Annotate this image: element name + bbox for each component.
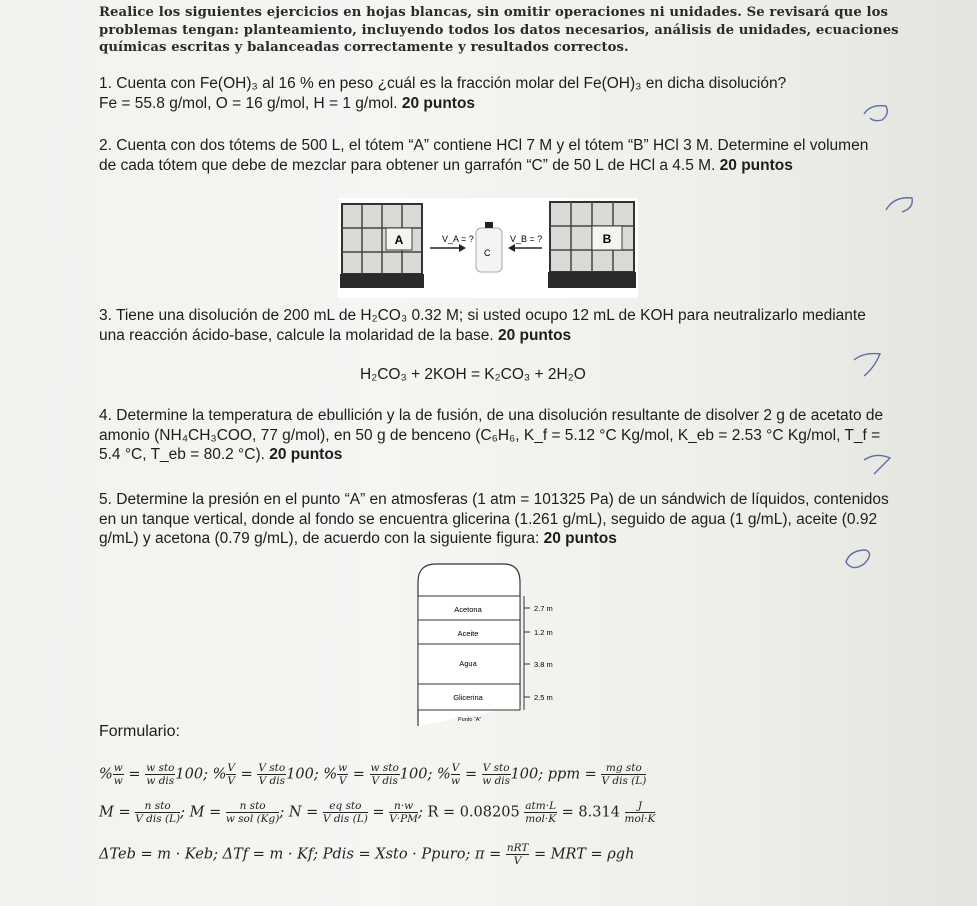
height-agua: 3.8 m	[534, 660, 553, 669]
question-1-number: 1.	[99, 75, 112, 92]
formula-line-2: M = $\frac{\text{n sto}}{\text{V dis (L)}}$ ; M = $\frac{\text{n sto}}{\text{w sol (Kg)}}$ ; N = $\frac{\text{eq sto}}{\text{V dis (L)}}$ = $\frac{n\cdot w}{V\cdot PM}$ ; R = 0.08205 $\frac{\text{atm·L}}{\text{mol·K}}$ = 8.314 $\frac{J}{\text{mol·K}}$	[99, 800, 656, 825]
question-1	[99, 74, 889, 113]
question-1-text: Cuenta con Fe(OH)₃ al 16 % en peso ¿cuál es la fracción molar del Fe(OH)₃ en dicha disolución?	[116, 75, 787, 92]
layer-aceite-label: Aceite	[457, 629, 479, 638]
height-glicerina: 2.5 m	[534, 693, 553, 702]
formulario-title: Formulario:	[99, 723, 180, 740]
question-3-number: 3.	[99, 307, 112, 324]
question-2-number: 2.	[99, 137, 112, 154]
garrafon-c-image	[476, 222, 502, 272]
question-2-points: 20 puntos	[719, 156, 793, 174]
instructions-text: Realice los siguientes ejercicios en hojas blancas, sin omitir operaciones ni unidades. Se revisará que los problemas tengan: planteamiento, incluyendo todos los datos necesarios, análisis de unidades, ecuaciones químicas escritas y balanceadas correctamente y resultados correctos.	[99, 5, 899, 55]
question-3-text: Tiene una disolución de 200 mL de H₂CO₃ 0.32 M; si usted ocupo 12 mL de KOH para neutralizarlo mediante una reacción ácido-base, calcule la molaridad de la base.	[99, 307, 866, 344]
question-2-text: Cuenta con dos tótems de 500 L, el tótem “A” contiene HCl 7 M y el tótem “B” HCl 3 M. Determine el volumen de cada tótem que debe de mezclar para obtener un garrafón “C” de 50 L de HCl a 4.5 M.	[99, 137, 869, 174]
tote-b-label: B	[602, 232, 612, 246]
pen-mark-2	[880, 192, 920, 222]
question-4-number: 4.	[99, 407, 112, 424]
pen-mark-5	[840, 544, 880, 576]
formula-line-3: ΔTeb = m · Keb; ΔTf = m · Kf; Pdis = Xsto · Ppuro; π = $\frac{\text{nRT}}{V}$ = MRT = ρgh	[99, 842, 635, 867]
question-5-points: 20 puntos	[543, 530, 617, 547]
layer-agua-label: Agua	[459, 659, 477, 668]
layer-glicerina-label: Glicerina	[453, 693, 483, 702]
point-a-label: Punto “A”	[458, 717, 482, 723]
question-4	[99, 406, 889, 465]
height-acetona: 2.7 m	[534, 604, 553, 613]
layer-acetona-label: Acetona	[454, 605, 482, 614]
question-4-text: Determine la temperatura de ebullición y la de fusión, de una disolución resultante de disolver 2 g de acetato de amonio (NH₄CH₃COO, 77 g/mol), en 50 g de benceno (C₆H₆, K_f = 5.12 °C Kg/mol, K_eb = 2.53 °C Kg/mol, T_f = 5.4 °C, T_eb = 80.2 °C).	[99, 407, 884, 463]
question-5	[99, 490, 889, 549]
question-5-text: Determine la presión en el punto “A” en atmosferas (1 atm = 101325 Pa) de un sándwich de líquidos, contenidos en un tanque vertical, donde al fondo se encuentra glicerina (1.261 g/mL), seguido de agua (1 g/mL), aceite (0.92 g/mL) y acetona (0.79 g/mL), de acuerdo con la siguiente figura:	[99, 491, 889, 547]
totes-figure	[338, 198, 638, 298]
vb-label: V_B = ?	[510, 234, 543, 244]
height-aceite: 1.2 m	[534, 628, 553, 637]
question-2	[99, 136, 889, 175]
pen-mark-4	[858, 450, 898, 480]
tote-a-label: A	[394, 233, 404, 247]
tote-b-image	[548, 202, 636, 288]
formula-line-1: % $\frac{w}{w}$ = $\frac{\text{w sto}}{\text{w dis}}$ 100; % $\frac{V}{V}$ = $\frac{\text{V sto}}{\text{V dis}}$ 100; % $\frac{w}{V}$ = $\frac{\text{w sto}}{\text{V dis}}$ 100; % $\frac{V}{w}$ = $\frac{\text{V sto}}{\text{w dis}}$ 100; ppm = $\frac{\text{mg sto}}{\text{V dis (L)}}$	[99, 762, 647, 787]
question-5-number: 5.	[99, 491, 112, 508]
question-3	[99, 306, 889, 345]
question-1-points: 20 puntos	[401, 94, 476, 112]
question-4-points: 20 puntos	[269, 446, 343, 463]
tank-figure	[414, 560, 574, 728]
va-label: V_A = ?	[442, 234, 474, 244]
tote-a-image	[340, 204, 424, 288]
question-3-points: 20 puntos	[497, 326, 572, 344]
height-brackets	[524, 596, 530, 710]
question-3-equation: H₂CO₃ + 2KOH = K₂CO₃ + 2H₂O	[360, 366, 586, 383]
question-1-data: Fe = 55.8 g/mol, O = 16 g/mol, H = 1 g/mol.	[99, 94, 398, 112]
garrafon-c-label: C	[484, 248, 491, 258]
pen-mark-1	[860, 100, 900, 130]
pen-mark-3	[850, 348, 890, 382]
